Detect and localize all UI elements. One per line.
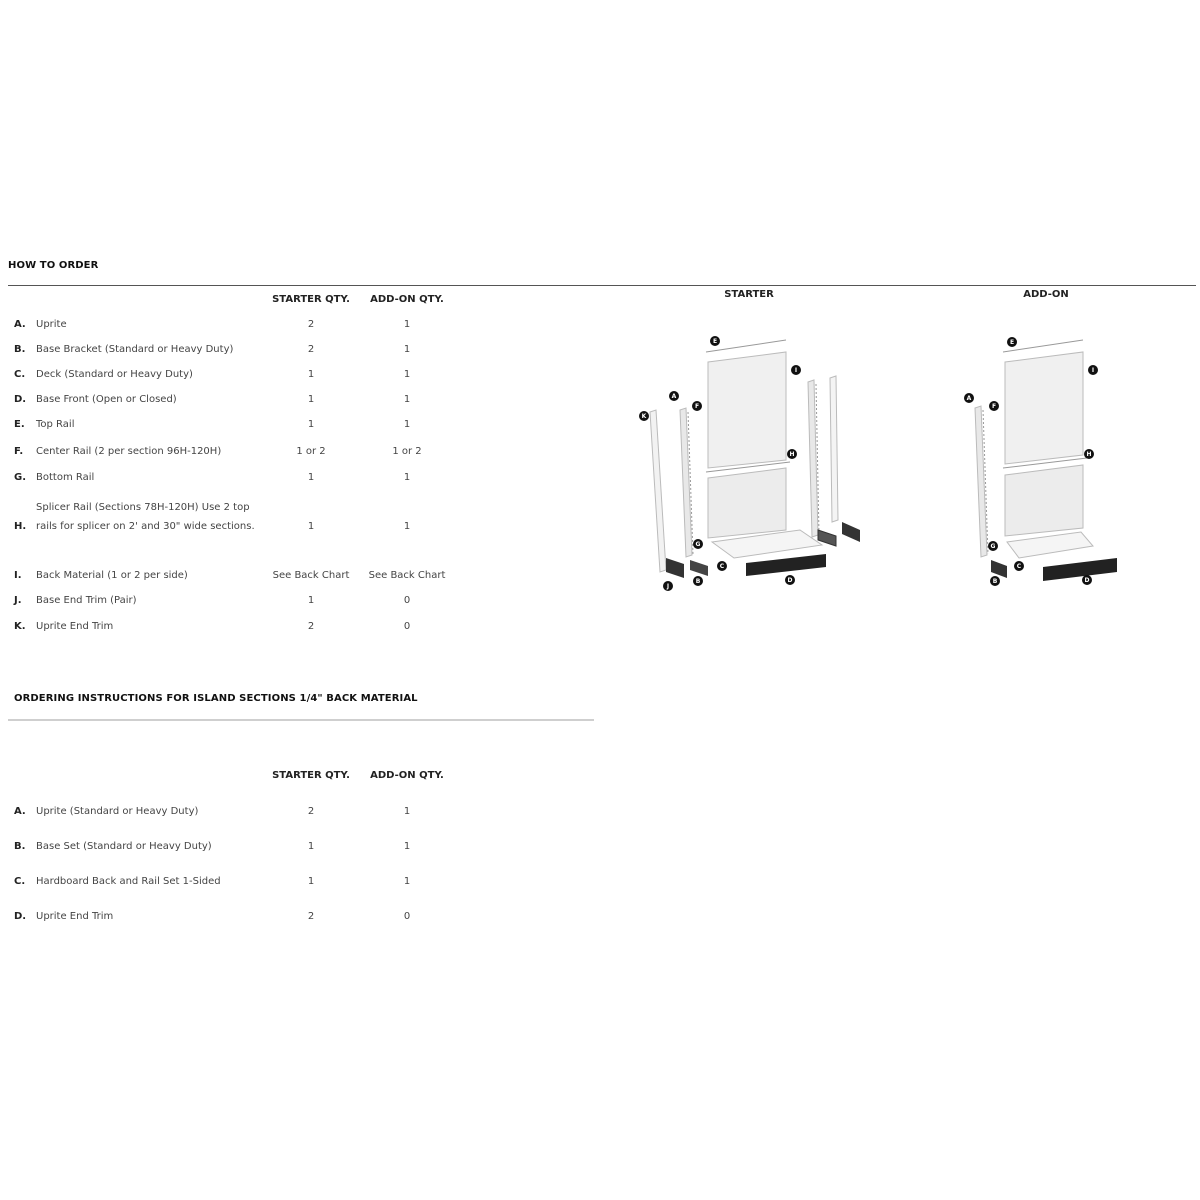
addon-callout-c xyxy=(1014,561,1024,571)
row-description: Hardboard Back and Rail Set 1-Sided xyxy=(36,876,221,887)
addon-callout-a xyxy=(964,393,974,403)
island-col-starter-qty: STARTER QTY. xyxy=(272,770,350,781)
island-title: ORDERING INSTRUCTIONS FOR ISLAND SECTIONS 1/4" BACK MATERIAL xyxy=(14,693,418,704)
callout-a xyxy=(669,391,679,401)
row-letter: B. xyxy=(14,841,26,852)
table-row xyxy=(14,591,474,610)
row-starter-qty: 1 xyxy=(307,369,315,380)
callout-g xyxy=(693,539,703,549)
row-description: Base Set (Standard or Heavy Duty) xyxy=(36,841,212,852)
table-row xyxy=(14,468,474,487)
row-letter: K. xyxy=(14,621,26,632)
row-letter: J. xyxy=(14,595,22,606)
row-starter-qty: 1 xyxy=(307,595,315,606)
row-letter: G. xyxy=(14,472,27,483)
svg-text:E: E xyxy=(712,338,718,345)
row-addon-qty: 0 xyxy=(403,911,411,922)
svg-text:E: E xyxy=(1009,339,1015,346)
table-row xyxy=(14,617,474,636)
row-description: Uprite End Trim xyxy=(36,911,114,922)
table-row xyxy=(14,872,474,891)
row-starter-qty: 1 xyxy=(307,521,315,532)
addon-callout-g xyxy=(988,541,998,551)
svg-text:H: H xyxy=(1086,451,1092,458)
svg-text:F: F xyxy=(694,403,700,410)
svg-text:B: B xyxy=(992,578,998,585)
table-row xyxy=(14,837,474,856)
svg-text:J: J xyxy=(666,583,670,590)
addon-callout-i xyxy=(1088,365,1098,375)
row-letter: B. xyxy=(14,344,26,355)
svg-text:D: D xyxy=(787,577,793,584)
table-row xyxy=(14,415,474,434)
svg-text:C: C xyxy=(1016,563,1022,570)
row-letter: F. xyxy=(14,446,24,457)
callout-j xyxy=(663,581,673,591)
row-description: Base Bracket (Standard or Heavy Duty) xyxy=(36,344,234,355)
callout-i xyxy=(791,365,801,375)
row-addon-qty: 1 xyxy=(403,344,411,355)
row-letter: D. xyxy=(14,394,27,405)
table-row xyxy=(14,802,474,821)
row-addon-qty: 1 xyxy=(403,472,411,483)
row-starter-qty: 1 xyxy=(307,876,315,887)
table-row xyxy=(14,907,474,926)
table-row xyxy=(14,365,474,384)
svg-text:B: B xyxy=(695,578,701,585)
row-description: Uprite End Trim xyxy=(36,621,114,632)
table-row xyxy=(14,390,474,409)
row-starter-qty: 2 xyxy=(307,344,315,355)
row-starter-qty: 2 xyxy=(307,621,315,632)
row-description: Base Front (Open or Closed) xyxy=(36,394,177,405)
row-description: Top Rail xyxy=(36,419,75,430)
row-starter-qty: 1 or 2 xyxy=(296,446,326,457)
row-description: Center Rail (2 per section 96H-120H) xyxy=(36,446,222,457)
row-starter-qty: 2 xyxy=(307,911,315,922)
row-description: Bottom Rail xyxy=(36,472,95,483)
addon-diagram xyxy=(955,320,1135,600)
row-addon-qty: 1 or 2 xyxy=(392,446,422,457)
row-starter-qty: See Back Chart xyxy=(272,570,350,581)
svg-text:A: A xyxy=(966,395,972,402)
svg-text:G: G xyxy=(695,541,701,548)
row-starter-qty: 1 xyxy=(307,394,315,405)
table-row xyxy=(14,498,474,556)
callout-e xyxy=(710,336,720,346)
row-description: Uprite (Standard or Heavy Duty) xyxy=(36,806,199,817)
row-addon-qty: 1 xyxy=(403,419,411,430)
callout-b xyxy=(693,576,703,586)
row-letter: H. xyxy=(14,521,27,532)
row-starter-qty: 1 xyxy=(307,419,315,430)
svg-text:H: H xyxy=(789,451,795,458)
addon-callout-e xyxy=(1007,337,1017,347)
row-addon-qty: 1 xyxy=(403,806,411,817)
island-divider xyxy=(8,719,594,721)
row-addon-qty: 1 xyxy=(403,394,411,405)
starter-diagram-label: STARTER xyxy=(724,289,774,300)
row-addon-qty: See Back Chart xyxy=(368,570,446,581)
addon-callout-b xyxy=(990,576,1000,586)
row-addon-qty: 0 xyxy=(403,621,411,632)
row-letter: I. xyxy=(14,570,22,581)
svg-text:F: F xyxy=(991,403,997,410)
row-letter: A. xyxy=(14,319,26,330)
header-divider xyxy=(8,285,1196,286)
table-row xyxy=(14,566,474,585)
svg-text:A: A xyxy=(671,393,677,400)
row-description: Deck (Standard or Heavy Duty) xyxy=(36,369,193,380)
addon-callout-h xyxy=(1084,449,1094,459)
svg-text:G: G xyxy=(990,543,996,550)
starter-diagram xyxy=(630,320,890,600)
callout-k xyxy=(639,411,649,421)
row-description: Uprite xyxy=(36,319,67,330)
callout-d xyxy=(785,575,795,585)
row-letter: C. xyxy=(14,369,26,380)
row-letter: C. xyxy=(14,876,26,887)
island-col-addon-qty: ADD-ON QTY. xyxy=(370,770,444,781)
table-row xyxy=(14,315,474,334)
col-starter-qty: STARTER QTY. xyxy=(272,294,350,305)
callout-h xyxy=(787,449,797,459)
row-description: Splicer Rail (Sections 78H-120H) Use 2 top rails for splicer on 2' and 30" wide sections. xyxy=(36,502,255,532)
svg-text:K: K xyxy=(641,413,647,420)
addon-callout-d xyxy=(1082,575,1092,585)
row-starter-qty: 2 xyxy=(307,806,315,817)
addon-callout-f xyxy=(989,401,999,411)
col-addon-qty: ADD-ON QTY. xyxy=(370,294,444,305)
row-addon-qty: 1 xyxy=(403,521,411,532)
row-description: Base End Trim (Pair) xyxy=(36,595,137,606)
row-addon-qty: 1 xyxy=(403,841,411,852)
row-addon-qty: 0 xyxy=(403,595,411,606)
svg-text:I: I xyxy=(1091,367,1095,374)
row-letter: A. xyxy=(14,806,26,817)
table-row xyxy=(14,340,474,359)
row-letter: D. xyxy=(14,911,27,922)
svg-text:C: C xyxy=(719,563,725,570)
table-row xyxy=(14,442,474,461)
row-starter-qty: 1 xyxy=(307,841,315,852)
svg-text:I: I xyxy=(794,367,798,374)
how-to-order-title: HOW TO ORDER xyxy=(8,260,99,271)
row-addon-qty: 1 xyxy=(403,876,411,887)
addon-diagram-label: ADD-ON xyxy=(1023,289,1069,300)
row-letter: E. xyxy=(14,419,25,430)
row-addon-qty: 1 xyxy=(403,319,411,330)
row-starter-qty: 2 xyxy=(307,319,315,330)
callout-c xyxy=(717,561,727,571)
row-starter-qty: 1 xyxy=(307,472,315,483)
row-addon-qty: 1 xyxy=(403,369,411,380)
row-description: Back Material (1 or 2 per side) xyxy=(36,570,188,581)
callout-f xyxy=(692,401,702,411)
svg-text:D: D xyxy=(1084,577,1090,584)
